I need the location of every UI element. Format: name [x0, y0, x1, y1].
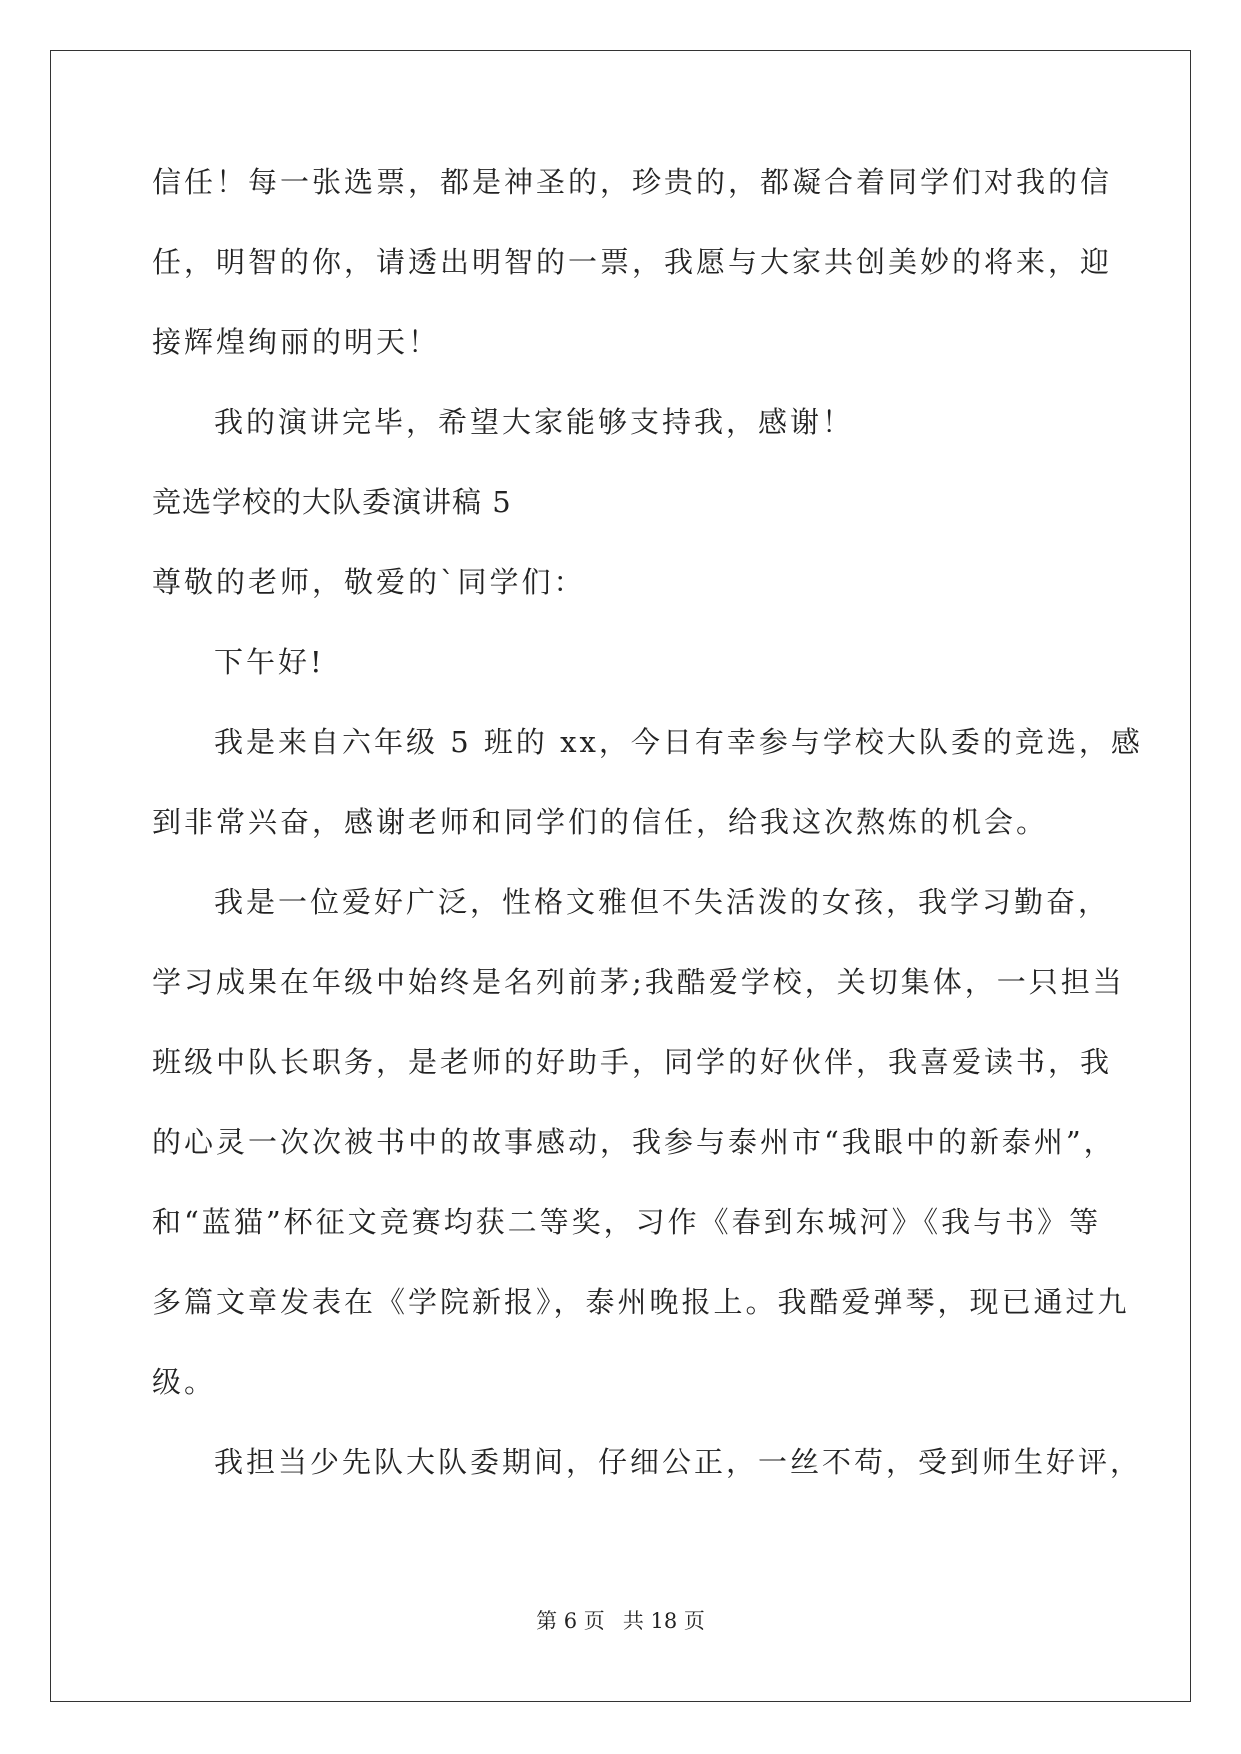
text-line-12: 班级中队长职务，是老师的好助手，同学的好伙伴，我喜爱读书，我	[152, 1045, 1113, 1079]
text-line-15: 多篇文章发表在《学院新报》，泰州晚报上。我酷爱弹琴，现已通过九	[152, 1285, 1130, 1319]
page-footer	[0, 1607, 1241, 1635]
text-line-1: 信任！每一张选票，都是神圣的，珍贵的，都凝合着同学们对我的信	[152, 165, 1113, 199]
text-line-17: 我担当少先队大队委期间，仔细公正，一丝不苟，受到师生好评，	[214, 1445, 1143, 1479]
page-number: 第 6 页	[536, 1609, 605, 1633]
text-line-10: 我是一位爱好广泛，性格文雅但不失活泼的女孩，我学习勤奋，	[214, 885, 1111, 919]
salutation-line: 尊敬的老师，敬爱的`同学们：	[152, 565, 586, 599]
text-line-3: 接辉煌绚丽的明天！	[152, 325, 441, 359]
text-line-11: 学习成果在年级中始终是名列前茅;我酷爱学校，关切集体，一只担当	[152, 965, 1125, 999]
text-line-13: 的心灵一次次被书中的故事感动，我参与泰州市“我眼中的新泰州”，	[152, 1125, 1116, 1159]
greeting-line: 下午好!	[214, 645, 325, 679]
text-line-16: 级。	[152, 1365, 217, 1399]
section-title: 竞选学校的大队委演讲稿 5	[152, 485, 512, 519]
text-line-9: 到非常兴奋，感谢老师和同学们的信任，给我这次熬炼的机会。	[152, 805, 1049, 839]
text-line-2: 任，明智的你，请透出明智的一票，我愿与大家共创美妙的将来，迎	[152, 245, 1113, 279]
text-line-8: 我是来自六年级 5 班的 xx，今日有幸参与学校大队委的竞选，感	[214, 725, 1143, 759]
text-line-14: 和“蓝猫”杯征文竞赛均获二等奖，习作《春到东城河》《我与书》等	[152, 1205, 1102, 1239]
text-line-4: 我的演讲完毕，希望大家能够支持我，感谢！	[214, 405, 855, 439]
page-total: 共 18 页	[622, 1609, 705, 1633]
document-body	[152, 162, 1143, 1522]
